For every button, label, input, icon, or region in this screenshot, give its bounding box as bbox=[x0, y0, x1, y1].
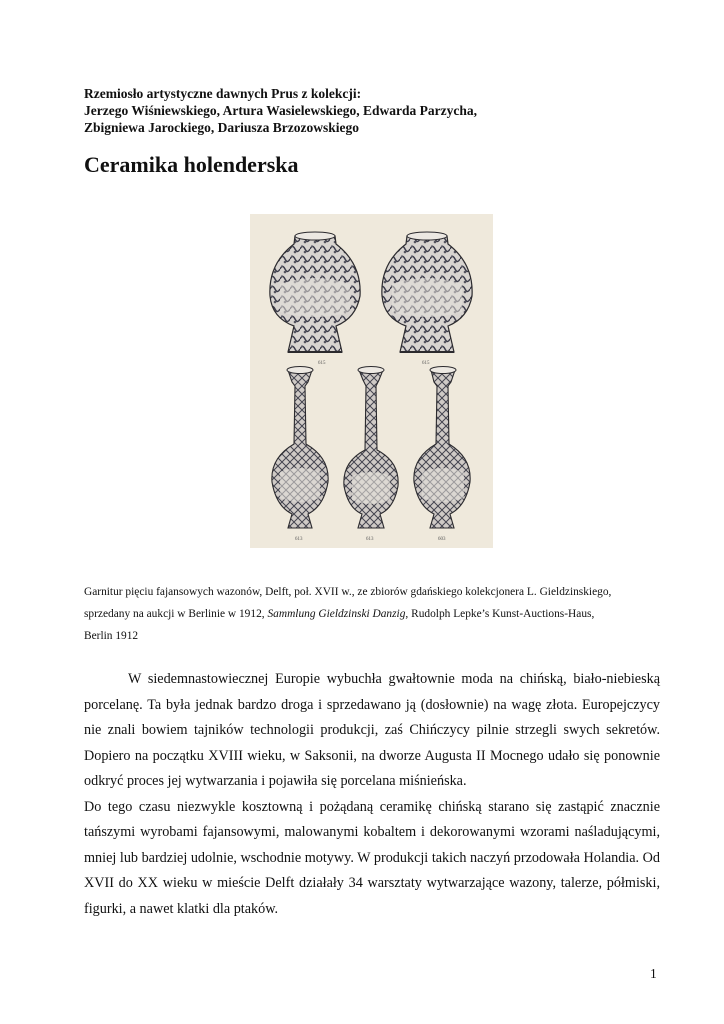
plate-number-2: 615 bbox=[422, 361, 430, 366]
paragraph-1: W siedemnastowiecznej Europie wybuchła gwałtownie moda na chińską, biało-niebieską porcelanę. Ta była jednak bardzo droga i sprzedawano ją (dosłownie) na wagę złota. Europejczycy nie znali bowiem tajników technologii produkcji, zaś Chińczycy pilnie strzegli swych sekretów. Dopiero na początku XVIII wieku, w Saksonii, na dworze Augusta II Mocnego udało się ponownie odkryć proces jej wytwarzania i pojawiła się porcelana miśnieńska. bbox=[84, 671, 660, 789]
page-title: Ceramika holenderska bbox=[84, 152, 299, 177]
bottle-vase-left bbox=[272, 367, 328, 529]
caption-collection-title: Sammlung Gieldzinski Danzig bbox=[267, 608, 406, 620]
caption-line-3: Berlin 1912 bbox=[84, 630, 139, 642]
bottle-vase-center bbox=[344, 367, 398, 529]
jar-top-left bbox=[270, 232, 360, 352]
figure-caption bbox=[84, 581, 662, 647]
bottle-vase-right bbox=[414, 367, 470, 529]
caption-line-2-a: sprzedany na aukcji w Berlinie w 1912, bbox=[84, 608, 268, 620]
body-text bbox=[84, 667, 660, 922]
plate-number-4: 613 bbox=[366, 537, 374, 542]
header-line-3: Zbigniewa Jarockiego, Dariusza Brzozowskiego bbox=[84, 120, 359, 135]
header-line-2: Jerzego Wiśniewskiego, Artura Wasielewskiego, Edwarda Parzycha, bbox=[84, 103, 477, 118]
plate-number-3: 613 bbox=[295, 537, 303, 542]
caption-line-2-b: , Rudolph Lepke’s Kunst-Auctions-Haus, bbox=[405, 608, 595, 620]
caption-line-1: Garnitur pięciu fajansowych wazonów, Delft, poł. XVII w., ze zbiorów gdańskiego kolekcjonera L. Gieldzinskiego, bbox=[84, 586, 612, 598]
header-line-1: Rzemiosło artystyczne dawnych Prus z kolekcji: bbox=[84, 86, 362, 101]
collection-header bbox=[84, 85, 684, 136]
vase-garniture-photo bbox=[250, 214, 493, 548]
plate-number-1: 615 bbox=[318, 361, 326, 366]
vase-garniture-illustration bbox=[250, 214, 493, 548]
paragraph-2: Do tego czasu niezwykle kosztowną i pożądaną ceramikę chińską starano się zastąpić znacznie tańszymi wyrobami fajansowymi, malowanymi kobaltem i dekorowanymi wzorami naśladującymi, mniej lub bardziej udolnie, wschodnie motywy. W produkcji takich naczyń przodowała Holandia. Od XVII do XX wieku w mieście Delft działały 34 warsztaty wytwarzające wazony, talerze, półmiski, figurki, a nawet klatki dla ptaków. bbox=[84, 798, 660, 917]
page-number: 1 bbox=[650, 966, 657, 981]
caption-line-2 bbox=[84, 603, 662, 625]
jar-top-right bbox=[382, 232, 472, 352]
plate-number-5: 603 bbox=[438, 537, 446, 542]
